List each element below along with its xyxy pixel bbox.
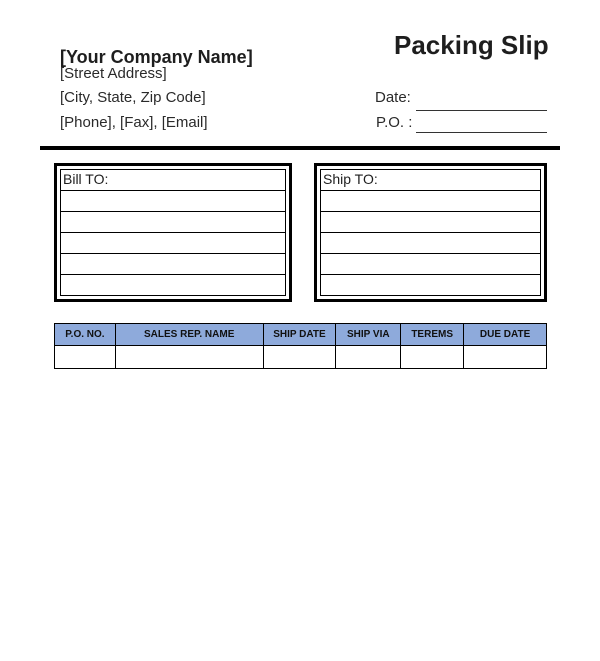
terms-cell[interactable] [401, 346, 464, 369]
ship-via-header: SHIP VIA [336, 324, 401, 346]
header-divider [40, 146, 560, 150]
ship-to-header-row [321, 170, 540, 190]
due-date-header: DUE DATE [464, 324, 547, 346]
bill-to-label: Bill TO: [63, 171, 109, 187]
order-info-table [54, 323, 547, 369]
po-field-line[interactable] [416, 132, 547, 133]
ship-to-line[interactable] [321, 253, 540, 274]
company-name: [Your Company Name] [60, 47, 253, 67]
ship-date-header: SHIP DATE [263, 324, 336, 346]
table-row [55, 346, 547, 369]
ship-to-line[interactable] [321, 274, 540, 295]
bill-to-line[interactable] [61, 274, 285, 295]
bill-to-line[interactable] [61, 211, 285, 232]
ship-via-cell[interactable] [336, 346, 401, 369]
sales-rep-cell[interactable] [115, 346, 263, 369]
city-state-zip: [City, State, Zip Code] [60, 89, 206, 106]
ship-to-line[interactable] [321, 232, 540, 253]
bill-to-line[interactable] [61, 253, 285, 274]
terms-header: TEREMS [401, 324, 464, 346]
date-field-line[interactable] [416, 110, 547, 111]
bill-to-line[interactable] [61, 190, 285, 211]
street-address: [Street Address] [60, 65, 167, 82]
ship-to-label: Ship TO: [323, 171, 378, 187]
table-header-row [55, 324, 547, 346]
bill-to-line[interactable] [61, 232, 285, 253]
contact-info: [Phone], [Fax], [Email] [60, 114, 208, 131]
bill-to-box [54, 163, 292, 302]
po-no-header: P.O. NO. [55, 324, 116, 346]
ship-to-box [314, 163, 547, 302]
ship-date-cell[interactable] [263, 346, 336, 369]
ship-to-line[interactable] [321, 190, 540, 211]
bill-to-header-row [61, 170, 285, 190]
ship-to-line[interactable] [321, 211, 540, 232]
date-label: Date: [375, 89, 411, 106]
due-date-cell[interactable] [464, 346, 547, 369]
document-title: Packing Slip [394, 30, 549, 60]
sales-rep-header: SALES REP. NAME [115, 324, 263, 346]
po-no-cell[interactable] [55, 346, 116, 369]
po-label: P.O. : [376, 114, 413, 131]
